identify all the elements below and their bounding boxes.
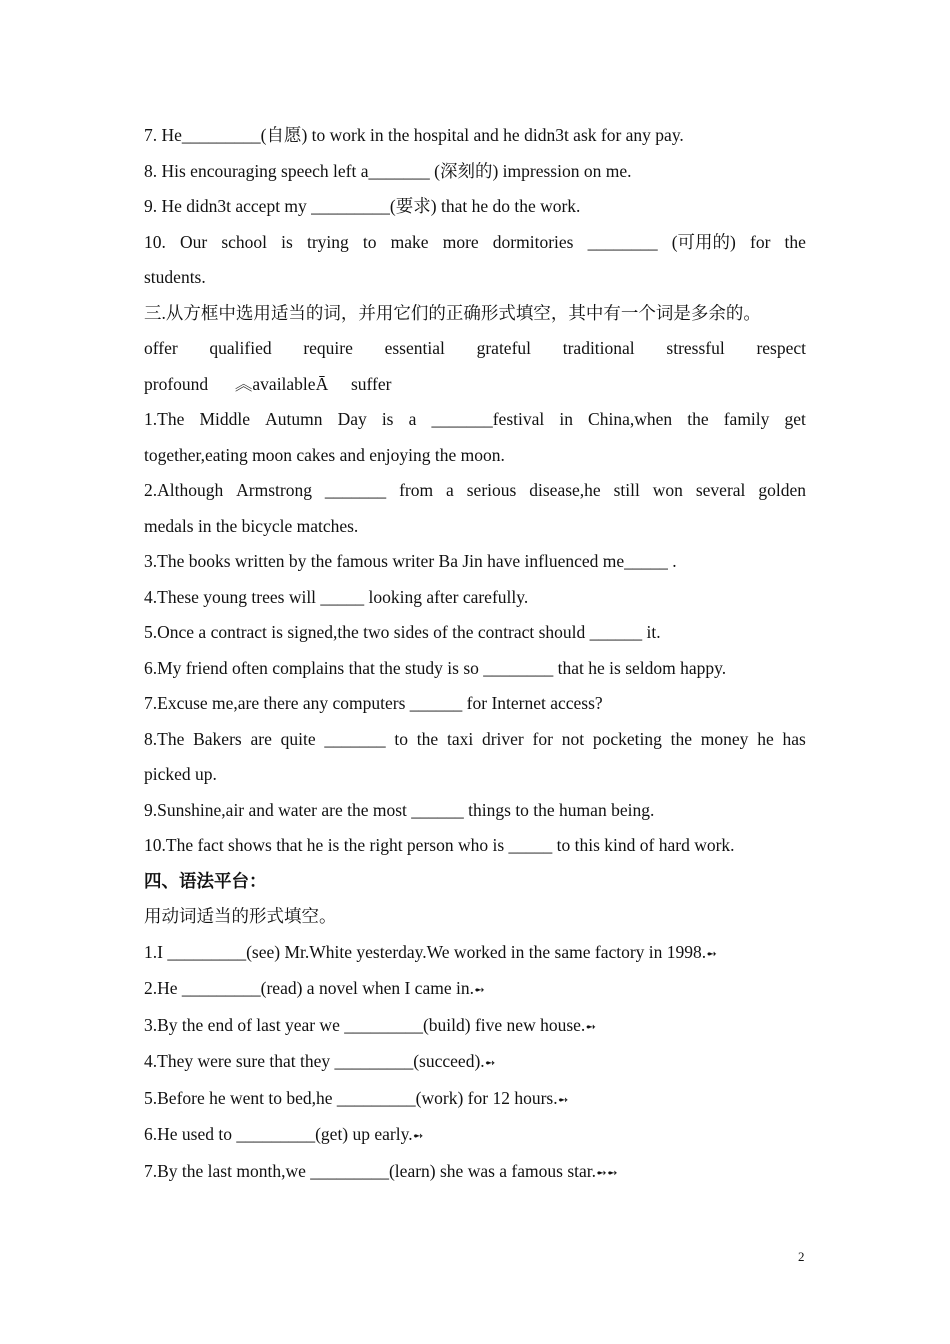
word: Day	[337, 409, 367, 429]
word: the	[784, 231, 806, 252]
page-number: 2	[798, 1249, 805, 1264]
word: quite	[280, 728, 316, 749]
word: 1.The	[144, 409, 185, 429]
word: (可用的)	[671, 231, 736, 252]
word: disease,he	[529, 480, 601, 500]
word: school	[221, 231, 268, 252]
exercise-item-justified	[144, 225, 806, 261]
word: 10.	[144, 231, 166, 252]
word: to	[394, 728, 409, 749]
word: _______	[324, 480, 387, 500]
word: Armstrong	[236, 480, 312, 500]
exercise-item: 3.The books written by the famous writer Ba Jin have influenced me_____ .	[144, 551, 677, 571]
section-heading: 三.从方框中选用适当的词，并用它们的正确形式填空，其中有一个词是多余的。	[144, 302, 761, 323]
word: for	[750, 231, 771, 252]
section-instruction: 用动词适当的形式填空。	[144, 906, 337, 926]
stray-mark: Ā	[315, 373, 329, 394]
word: the	[670, 728, 693, 749]
word-bank-word: stressful	[666, 338, 725, 358]
word-bank-word: respect	[756, 338, 806, 358]
word: 2.Although	[144, 480, 224, 500]
word-bank-word: qualified	[209, 338, 272, 358]
arrow-mark-icon: ➻	[596, 1164, 607, 1180]
word: _______	[324, 728, 386, 749]
exercise-item: 4.These young trees will _____ looking after carefully.	[144, 586, 529, 607]
word-bank-word: essential	[384, 338, 445, 358]
arrow-mark-icon: ➻	[412, 1128, 424, 1143]
word: Middle	[199, 409, 250, 429]
exercise-item: 5.Once a contract is signed,the two sides of the contract should ______ it.	[144, 622, 661, 642]
word: China,when	[588, 409, 673, 429]
word: Autumn	[265, 409, 323, 429]
word: for	[532, 728, 553, 749]
exercise-item-continuation: picked up.	[144, 764, 217, 784]
word: Our	[180, 231, 208, 252]
arrow-mark-icon: ➻	[706, 945, 718, 961]
word: several	[695, 480, 746, 500]
word: a	[446, 480, 454, 500]
word-bank-word: grateful	[476, 338, 532, 358]
exercise-item-justified	[144, 402, 806, 438]
word: he	[757, 728, 774, 749]
word-bank-word: profound	[144, 373, 209, 394]
exercise-item: 7. He_________(自愿) to work in the hospital and he didn3t ask for any pay.	[144, 125, 684, 145]
word: more	[442, 231, 479, 252]
arrow-mark-icon: ➻	[606, 1164, 618, 1180]
exercise-item: 3.By the end of last year we _________(build) five new house.➻	[144, 1014, 597, 1035]
word: make	[390, 231, 429, 252]
word: get	[784, 409, 806, 429]
section-heading: 四、语法平台：	[144, 870, 267, 891]
word: family	[723, 409, 770, 429]
word: the	[687, 409, 709, 429]
word: driver	[481, 728, 524, 749]
word-bank-row-2	[144, 367, 806, 403]
exercise-item: 10.The fact shows that he is the right person who is _____ to this kind of hard work.	[144, 835, 735, 855]
exercise-item: 9. He didn3t accept my _________(要求) that he do the work.	[144, 196, 581, 216]
word: dormitories	[492, 231, 574, 252]
word: golden	[758, 480, 806, 500]
word-bank-word: ︽available	[234, 373, 316, 394]
arrow-mark-icon: ➻	[484, 1055, 496, 1070]
exercise-item: 6.He used to _________(get) up early.➻	[144, 1124, 424, 1144]
word-bank-word: traditional	[562, 338, 635, 358]
word: has	[782, 728, 806, 749]
word: trying	[306, 231, 349, 252]
arrow-mark-icon: ➻	[473, 982, 485, 997]
exercise-item-justified	[144, 722, 806, 758]
exercise-item: 9.Sunshine,air and water are the most ______ things to the human being.	[144, 799, 655, 820]
exercise-item-continuation: students.	[144, 267, 206, 287]
exercise-item: 4.They were sure that they _________(succeed).➻	[144, 1051, 496, 1071]
arrow-mark-icon: ➻	[585, 1018, 597, 1034]
arrow-mark-icon: ➻	[557, 1091, 569, 1107]
exercise-item: 8. His encouraging speech left a_______ (深刻的) impression on me.	[144, 160, 632, 181]
exercise-item-justified	[144, 473, 806, 509]
exercise-item-continuation: together,eating moon cakes and enjoying the moon.	[144, 444, 505, 465]
word: is	[281, 231, 293, 252]
exercise-item: 5.Before he went to bed,he _________(work) for 12 hours.➻	[144, 1087, 569, 1108]
document-page	[144, 118, 806, 1190]
exercise-item: 7.Excuse me,are there any computers ______ for Internet access?	[144, 693, 603, 713]
word: not	[561, 728, 585, 749]
word: from	[399, 480, 434, 500]
word-bank-word: require	[303, 338, 353, 358]
exercise-item: 2.He _________(read) a novel when I came in.➻	[144, 978, 485, 998]
exercise-item-continuation: medals in the bicycle matches.	[144, 515, 359, 536]
word: Bakers	[193, 728, 242, 749]
word: _______festival	[431, 409, 545, 429]
word-bank-row-1	[144, 331, 806, 367]
word: are	[250, 728, 272, 749]
word-bank-word: suffer	[350, 373, 392, 394]
word: is	[381, 409, 394, 429]
word: serious	[466, 480, 517, 500]
word: the	[416, 728, 439, 749]
exercise-item: 1.I _________(see) Mr.White yesterday.We worked in the same factory in 1998.➻	[144, 941, 718, 962]
word: money	[700, 728, 749, 749]
word: taxi	[446, 728, 474, 749]
word: to	[362, 231, 377, 252]
word: a	[408, 409, 417, 429]
word-bank-word: offer	[144, 338, 178, 358]
exercise-item: 7.By the last month,we _________(learn) she was a famous star.➻➻	[144, 1160, 618, 1181]
word: still	[613, 480, 640, 500]
word: in	[559, 409, 573, 429]
word: 8.The	[144, 728, 185, 749]
exercise-item: 6.My friend often complains that the study is so ________ that he is seldom happy.	[144, 657, 727, 678]
word: ________	[587, 231, 658, 252]
word: won	[652, 480, 683, 500]
word: pocketing	[592, 728, 662, 749]
